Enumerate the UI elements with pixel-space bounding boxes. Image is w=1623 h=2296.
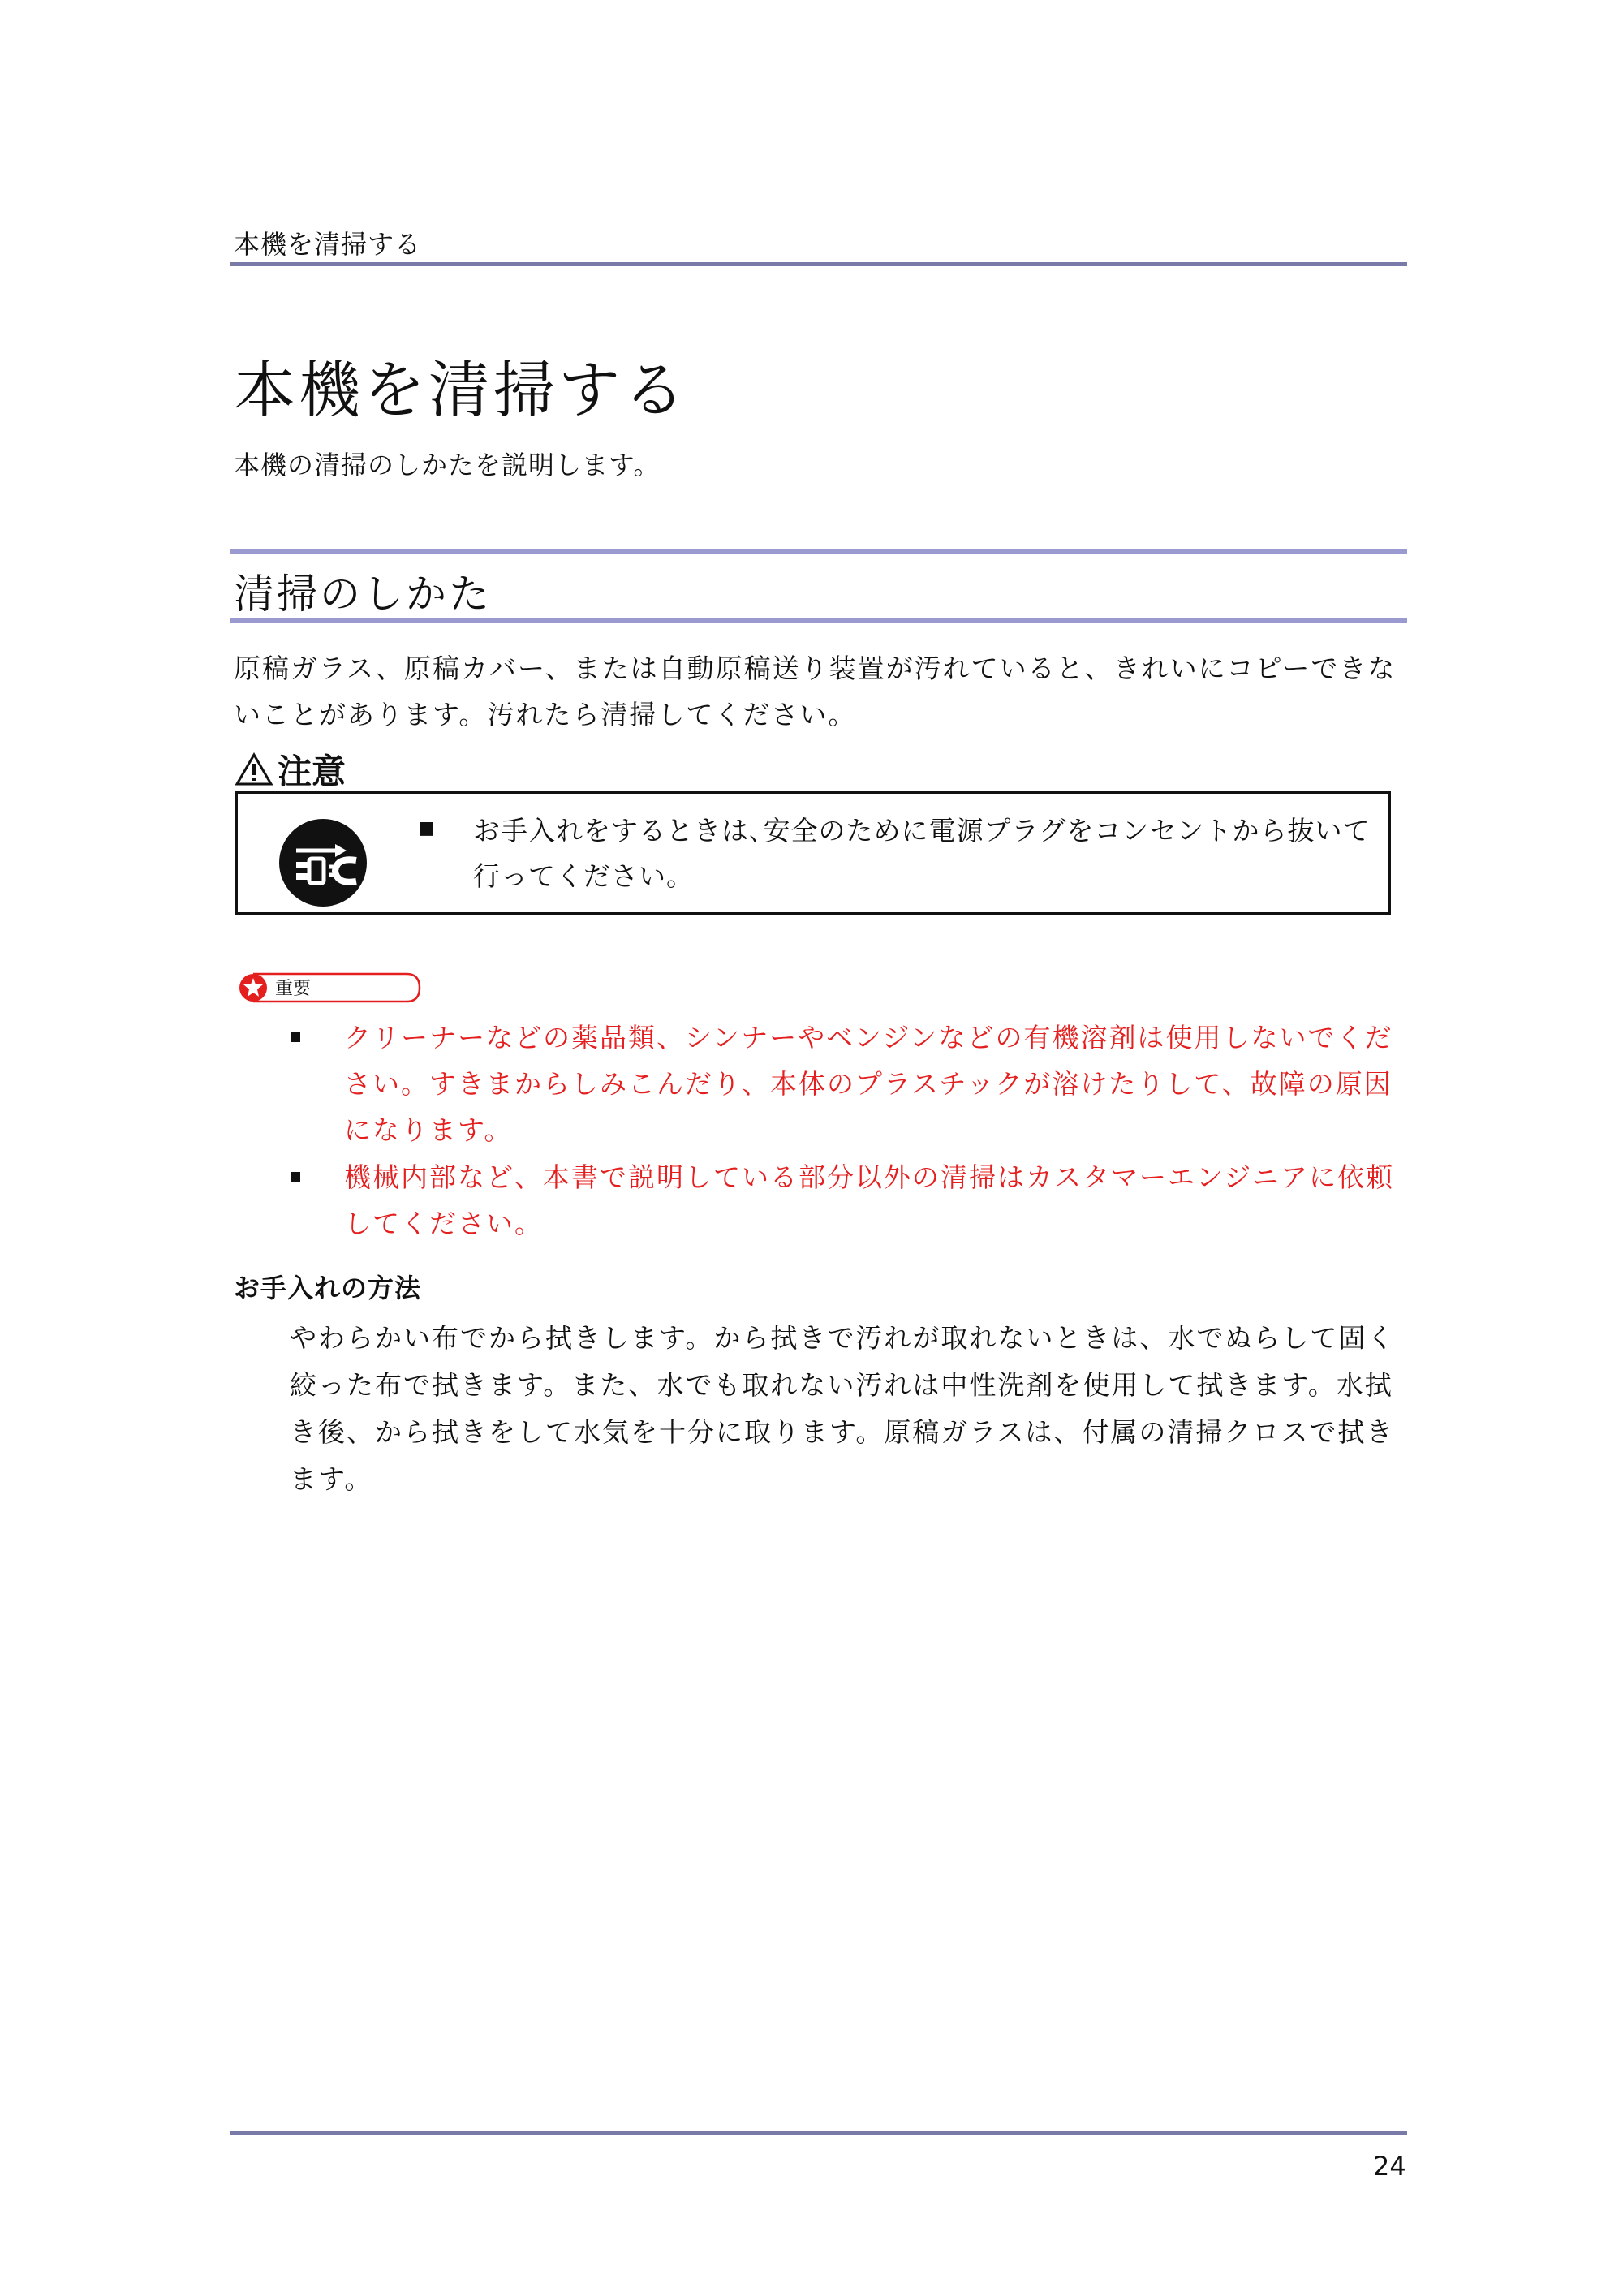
important-tag: [238, 972, 421, 1003]
important-label: 重要: [275, 979, 312, 999]
caution-text: お手入れをするときは､安全のために電源プラグをコンセントから抜いて行ってください。: [473, 815, 1371, 892]
page-lead: 本機の清掃のしかたを説明します。: [234, 450, 661, 480]
header-rule: [230, 262, 1407, 266]
caution-box: [235, 791, 1391, 915]
unplug-power-icon: [278, 818, 368, 907]
important-item-text: 機械内部など、本書で説明している部分以外の清掃はカスタマーエンジニアに依頼してください。: [344, 1161, 1395, 1239]
important-item-text: クリーナーなどの薬品類、シンナーやベンジンなどの有機溶剤は使用しないでください。すきまからしみこんだり、本体のプラスチックが溶けたりして、故障の原因になります。: [344, 1022, 1393, 1146]
caution-label: 注意: [278, 752, 347, 791]
section-title: 清掃のしかた: [234, 571, 492, 618]
footer-rule: [230, 2131, 1407, 2135]
important-item: [284, 1154, 1407, 1247]
important-list: [284, 1014, 1407, 1247]
caution-heading: [235, 745, 346, 794]
important-item: [284, 1014, 1407, 1153]
page-number: 24: [1373, 2151, 1406, 2182]
section-rule-bottom: [230, 618, 1407, 623]
bullet-square: [291, 1032, 300, 1042]
running-header: 本機を清掃する: [234, 229, 422, 260]
warning-triangle-icon: [235, 752, 273, 786]
caution-bullet: ■: [418, 818, 435, 838]
care-body: やわらかい布でから拭きします。から拭きで汚れが取れないときは、水でぬらして固く絞った布で拭きます。また、水でも取れない汚れは中性洗剤を使用して拭きます。水拭き後、から拭きをして水気を十分に取ります。原稿ガラスは、付属の清掃クロスで拭きます。: [290, 1322, 1396, 1495]
section-rule-top: [230, 549, 1407, 554]
section-intro: 原稿ガラス、原稿カバー、または自動原稿送り装置が汚れていると、きれいにコピーできないことがあります。汚れたら清掃してください。: [234, 653, 1397, 730]
page-title: 本機を清掃する: [234, 354, 688, 426]
care-heading: お手入れの方法: [234, 1273, 422, 1303]
bullet-square: [291, 1172, 300, 1182]
